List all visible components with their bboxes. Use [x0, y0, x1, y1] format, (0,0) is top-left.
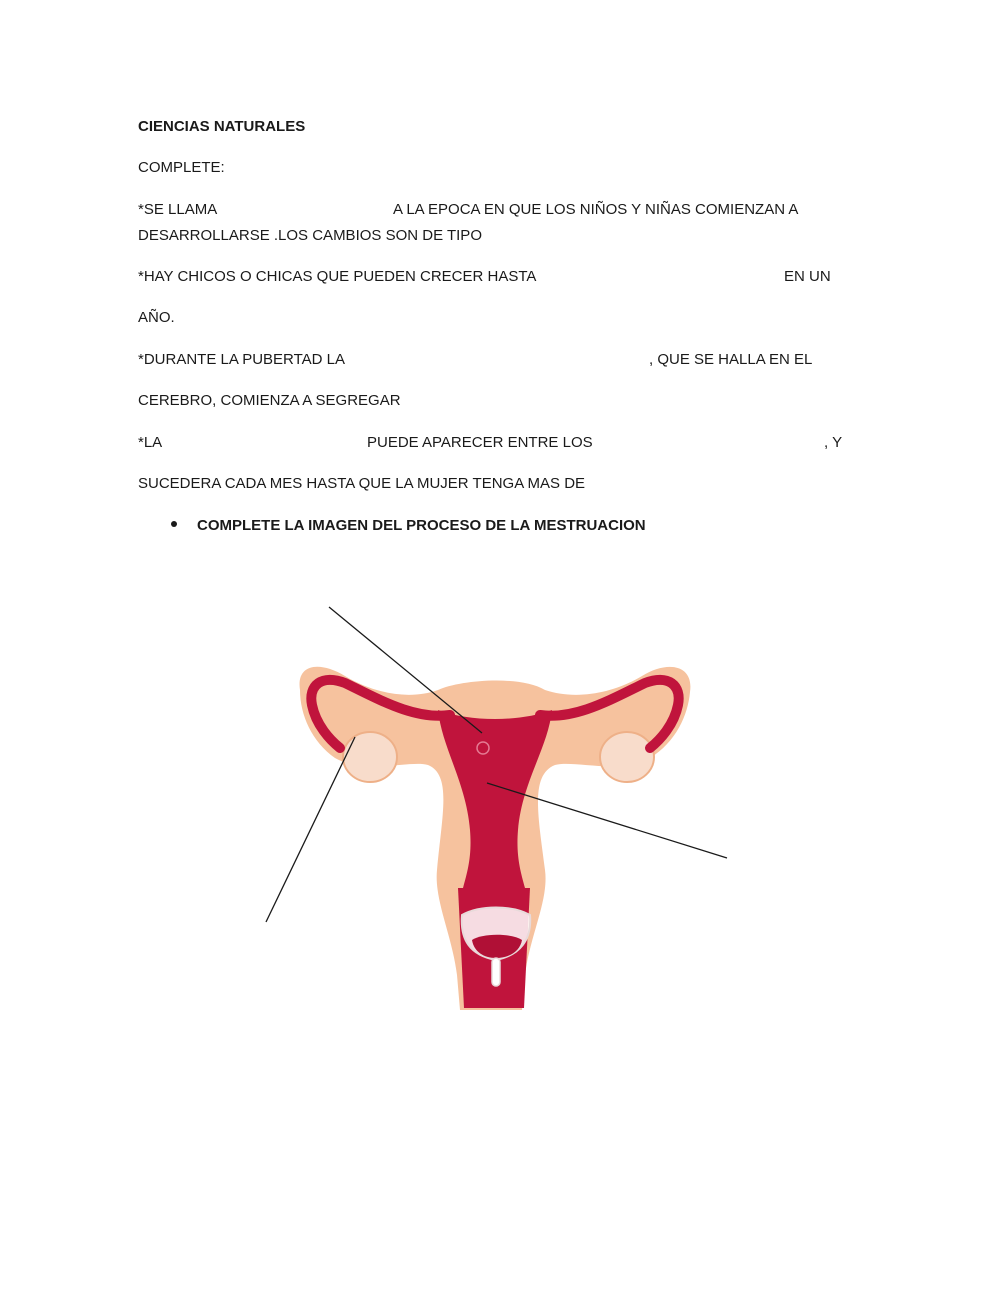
question-1-text-a: *SE LLAMA	[138, 201, 218, 218]
question-3-text-a: *DURANTE LA PUBERTAD LA	[138, 351, 346, 368]
question-3-text-b: , QUE SE HALLA EN EL	[649, 351, 813, 368]
menstrual-cup-stem	[492, 958, 500, 986]
ovary-right	[600, 732, 654, 782]
ovary-left	[343, 732, 397, 782]
uterus-diagram	[0, 560, 1000, 1040]
question-2-text-c: AÑO.	[138, 309, 175, 326]
question-4-text-c: , Y	[824, 434, 843, 451]
question-1-text-b: A LA EPOCA EN QUE LOS NIÑOS Y NIÑAS COMIENZAN A	[393, 201, 799, 218]
question-1-text-c: DESARROLLARSE .LOS CAMBIOS SON DE TIPO	[138, 227, 482, 244]
question-2-text-b: EN UN	[784, 268, 831, 285]
leader-line-left	[266, 737, 355, 922]
question-4-text-d: SUCEDERA CADA MES HASTA QUE LA MUJER TENGA MAS DE	[138, 475, 586, 492]
worksheet-title: CIENCIAS NATURALES	[138, 118, 306, 135]
bullet-instruction: COMPLETE LA IMAGEN DEL PROCESO DE LA MESTRUACION	[197, 517, 646, 534]
bullet-icon	[171, 521, 177, 527]
instruction: COMPLETE:	[138, 159, 225, 176]
question-4-text-b: PUEDE APARECER ENTRE LOS	[367, 434, 593, 451]
question-3-text-c: CEREBRO, COMIENZA A SEGREGAR	[138, 392, 401, 409]
uterus-illustration	[300, 667, 691, 1010]
question-4-text-a: *LA	[138, 434, 163, 451]
question-2-text-a: *HAY CHICOS O CHICAS QUE PUEDEN CRECER HASTA	[138, 268, 537, 285]
